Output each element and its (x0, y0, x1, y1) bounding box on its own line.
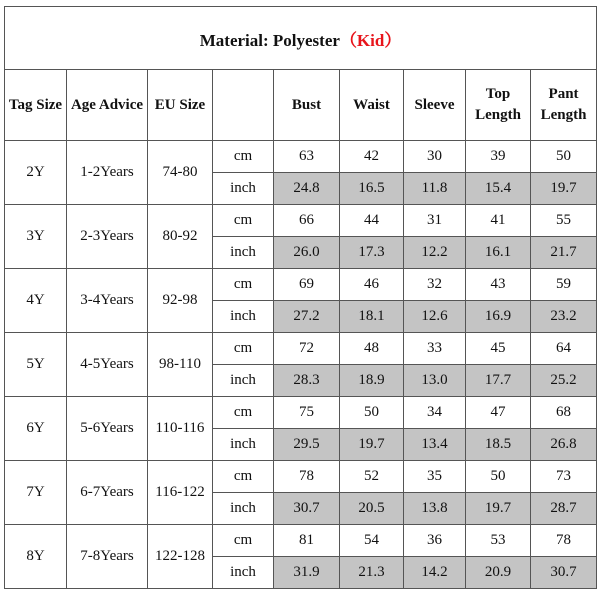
bust-inch-cell: 24.8 (274, 173, 340, 205)
bust-cm-cell: 75 (274, 397, 340, 429)
pant-length-cm-cell: 64 (531, 333, 597, 365)
table-row-cm (5, 525, 597, 557)
title-kid-label: （Kid） (339, 30, 402, 50)
unit-cm-cell: cm (213, 525, 274, 557)
top-length-cm-cell: 39 (466, 141, 531, 173)
tag-size-cell: 6Y (5, 397, 67, 461)
sleeve-cm-cell: 31 (404, 205, 466, 237)
bust-cm-cell: 66 (274, 205, 340, 237)
top-length-cm-cell: 45 (466, 333, 531, 365)
age-advice-cell: 6-7Years (67, 461, 148, 525)
size-chart-table (4, 6, 597, 589)
waist-inch-cell: 18.1 (340, 301, 404, 333)
eu-size-cell: 116-122 (148, 461, 213, 525)
age-advice-cell: 1-2Years (67, 141, 148, 205)
pant-length-cm-cell: 78 (531, 525, 597, 557)
top-length-cm-cell: 50 (466, 461, 531, 493)
waist-inch-cell: 17.3 (340, 237, 404, 269)
pant-length-cm-cell: 68 (531, 397, 597, 429)
bust-inch-cell: 28.3 (274, 365, 340, 397)
bust-inch-cell: 26.0 (274, 237, 340, 269)
top-length-cm-cell: 47 (466, 397, 531, 429)
pant-length-inch-cell: 23.2 (531, 301, 597, 333)
tag-size-cell: 5Y (5, 333, 67, 397)
waist-cm-cell: 48 (340, 333, 404, 365)
bust-cm-cell: 69 (274, 269, 340, 301)
sleeve-cm-cell: 32 (404, 269, 466, 301)
tag-size-cell: 2Y (5, 141, 67, 205)
waist-inch-cell: 21.3 (340, 557, 404, 589)
sleeve-inch-cell: 12.2 (404, 237, 466, 269)
tag-size-cell: 7Y (5, 461, 67, 525)
pant-length-inch-cell: 30.7 (531, 557, 597, 589)
unit-cm-cell: cm (213, 333, 274, 365)
pant-length-cm-cell: 50 (531, 141, 597, 173)
unit-cm-cell: cm (213, 205, 274, 237)
age-advice-cell: 4-5Years (67, 333, 148, 397)
eu-size-cell: 122-128 (148, 525, 213, 589)
top-length-cm-cell: 53 (466, 525, 531, 557)
header-row (5, 70, 597, 141)
table-row-cm (5, 333, 597, 365)
table-row-cm (5, 205, 597, 237)
sleeve-inch-cell: 11.8 (404, 173, 466, 205)
eu-size-cell: 98-110 (148, 333, 213, 397)
top-length-inch-cell: 15.4 (466, 173, 531, 205)
unit-inch-cell: inch (213, 301, 274, 333)
sleeve-cm-cell: 33 (404, 333, 466, 365)
age-advice-cell: 5-6Years (67, 397, 148, 461)
tag-size-cell: 8Y (5, 525, 67, 589)
waist-inch-cell: 20.5 (340, 493, 404, 525)
tag-size-cell: 3Y (5, 205, 67, 269)
waist-cm-cell: 46 (340, 269, 404, 301)
pant-length-inch-cell: 21.7 (531, 237, 597, 269)
header-sleeve: Sleeve (404, 70, 466, 141)
sleeve-cm-cell: 34 (404, 397, 466, 429)
header-top-length (466, 70, 531, 141)
bust-cm-cell: 81 (274, 525, 340, 557)
eu-size-cell: 80-92 (148, 205, 213, 269)
header-pant-length-line2: Length (540, 107, 587, 123)
unit-cm-cell: cm (213, 141, 274, 173)
top-length-inch-cell: 19.7 (466, 493, 531, 525)
unit-inch-cell: inch (213, 429, 274, 461)
waist-inch-cell: 18.9 (340, 365, 404, 397)
waist-cm-cell: 42 (340, 141, 404, 173)
bust-inch-cell: 27.2 (274, 301, 340, 333)
bust-cm-cell: 72 (274, 333, 340, 365)
bust-inch-cell: 31.9 (274, 557, 340, 589)
sleeve-cm-cell: 35 (404, 461, 466, 493)
pant-length-cm-cell: 73 (531, 461, 597, 493)
pant-length-inch-cell: 25.2 (531, 365, 597, 397)
bust-cm-cell: 63 (274, 141, 340, 173)
header-bust: Bust (274, 70, 340, 141)
pant-length-cm-cell: 59 (531, 269, 597, 301)
unit-cm-cell: cm (213, 461, 274, 493)
header-unit (213, 70, 274, 141)
top-length-inch-cell: 20.9 (466, 557, 531, 589)
bust-inch-cell: 29.5 (274, 429, 340, 461)
top-length-inch-cell: 16.9 (466, 301, 531, 333)
eu-size-cell: 74-80 (148, 141, 213, 205)
age-advice-cell: 7-8Years (67, 525, 148, 589)
table-row-cm (5, 461, 597, 493)
sleeve-inch-cell: 13.0 (404, 365, 466, 397)
unit-cm-cell: cm (213, 397, 274, 429)
waist-cm-cell: 50 (340, 397, 404, 429)
table-row-cm (5, 397, 597, 429)
table-row-cm (5, 269, 597, 301)
waist-cm-cell: 54 (340, 525, 404, 557)
pant-length-inch-cell: 19.7 (531, 173, 597, 205)
sleeve-inch-cell: 13.8 (404, 493, 466, 525)
pant-length-inch-cell: 28.7 (531, 493, 597, 525)
eu-size-cell: 110-116 (148, 397, 213, 461)
header-age-advice: Age Advice (67, 70, 148, 141)
top-length-inch-cell: 16.1 (466, 237, 531, 269)
sleeve-cm-cell: 36 (404, 525, 466, 557)
sleeve-inch-cell: 14.2 (404, 557, 466, 589)
pant-length-inch-cell: 26.8 (531, 429, 597, 461)
unit-inch-cell: inch (213, 493, 274, 525)
header-top-length-line1: Top (485, 86, 511, 102)
waist-cm-cell: 52 (340, 461, 404, 493)
header-waist: Waist (340, 70, 404, 141)
unit-inch-cell: inch (213, 365, 274, 397)
top-length-cm-cell: 43 (466, 269, 531, 301)
sleeve-inch-cell: 12.6 (404, 301, 466, 333)
age-advice-cell: 2-3Years (67, 205, 148, 269)
header-pant-length (531, 70, 597, 141)
title-text: Material: Polyester (199, 30, 340, 50)
bust-inch-cell: 30.7 (274, 493, 340, 525)
waist-inch-cell: 16.5 (340, 173, 404, 205)
tag-size-cell: 4Y (5, 269, 67, 333)
waist-cm-cell: 44 (340, 205, 404, 237)
eu-size-cell: 92-98 (148, 269, 213, 333)
top-length-inch-cell: 17.7 (466, 365, 531, 397)
size-chart (4, 6, 596, 598)
top-length-inch-cell: 18.5 (466, 429, 531, 461)
chart-title (5, 7, 597, 70)
header-tag-size: Tag Size (5, 70, 67, 141)
unit-inch-cell: inch (213, 557, 274, 589)
sleeve-inch-cell: 13.4 (404, 429, 466, 461)
unit-inch-cell: inch (213, 173, 274, 205)
table-row-cm (5, 141, 597, 173)
pant-length-cm-cell: 55 (531, 205, 597, 237)
top-length-cm-cell: 41 (466, 205, 531, 237)
sleeve-cm-cell: 30 (404, 141, 466, 173)
header-top-length-line2: Length (475, 107, 521, 123)
unit-cm-cell: cm (213, 269, 274, 301)
age-advice-cell: 3-4Years (67, 269, 148, 333)
header-pant-length-line1: Pant (548, 86, 579, 102)
waist-inch-cell: 19.7 (340, 429, 404, 461)
unit-inch-cell: inch (213, 237, 274, 269)
header-eu-size: EU Size (148, 70, 213, 141)
bust-cm-cell: 78 (274, 461, 340, 493)
